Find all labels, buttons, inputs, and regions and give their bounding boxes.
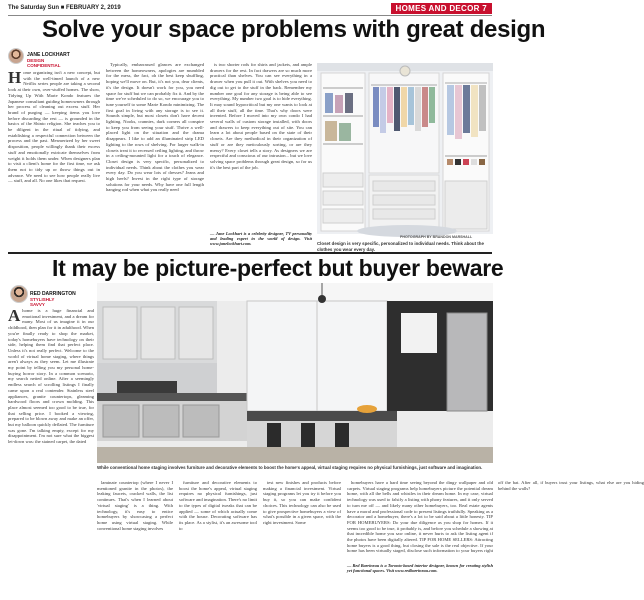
kitchen-illustration — [97, 283, 493, 463]
article2-column-5: homebuyers have a hard time seeing beyond the dingy wallpaper and old carpets. Virtual staging programs help homebuyers picture the potential dream home, with all the bells and whistles in their dream home. In my case, virtual technology was used to falsify a listing with phony features, and it only served to turn me off — and likely many other homebuyers, too. Real estate agents have a moral and professional code to present listings truthfully. Speaking as a decorator and a homebuyer, there's a lot to be said about a little honesty. TIP FOR HOMEBUYERS: Do your due diligence as you shop for homes. If it seems too good to be true, it probably is, and before you schedule a showing at that incredible home you saw online, it never hurts to ask the listing agent if the photos have been digitally altered. TIP FOR HOME SELLERS: Attracting home buyers is a good thing, but closing the sale is the real objective. If your home has been virtually staged, disclose such information to your buyers right off the bat. After all, if buyers trust your listings, what else are you hiding behind the walls? — [347, 480, 644, 554]
column-title: STYLISHLY SAVVY — [30, 297, 55, 307]
section-divider — [8, 252, 492, 254]
dropcap: H — [8, 68, 22, 87]
article1-column-1: Home organizing isn't a new concept, but with the well-timed launch of a new Netflix series people are taking a second look at their own, over-stuffed homes. The show, Tidying Up With Marie Kondo features the Japanese consultant guiding homeowners through her process of cleaning out excess stuff. Her brand of purging — keeping items you love before discarding the rest — is grounded in the basics of the Shinto religion. She teaches you to be diligent in the ritual of tidying, and establishing a respectful connection between the process and the past. Mesmerized by her sweet disposition, people willingly thank their excess stuff and emotionally extricate themselves from weight it holds them under. When designers plan to visit a client's home for the first time, we ask them not to tidy up or throw things out in advance. We need to see how people really live — stuff, and all. No one likes that request. — [8, 68, 100, 184]
article1-headline: Solve your space problems with great design — [42, 16, 546, 43]
article1-byline — [27, 52, 70, 68]
article2-column-1: Ahome is a huge financial and emotional investment, and a dream for many. Most of us imagine it in our childhood, then plan for it in adulthood. When you're finally ready to shop the market, today's homebuyers have technology on their side, helping them find that perfect place. Unless it's not really perfect. Welcome to the world of virtual home staging, where things aren't always as they seem. Let me illustrate my point by telling you my personal home-buying horror story. In a common scenario, my search netted online. After a seemingly endless search of scrolling listings I finally came upon a real contender. Stainless steel appliances, granite countertops, gleaming hardwood floors and crown molding. This place almost seemed too good to be true, for that selling price. I booked a viewing, prepared to be blown away and make an offer, but my balloon quickly deflated. The furniture was gone. I'm talking empty, except for my disappointment. I'm not sure what the biggest let-down was: the stained carpet, the dated — [8, 306, 94, 445]
author-avatar — [8, 48, 24, 64]
section-tag: HOMES AND DECOR 7 — [391, 3, 493, 14]
date-line: The Saturday Sun ■ FEBRUARY 2, 2019 — [8, 5, 121, 11]
closet-photo — [317, 63, 493, 234]
article1-column-2: Typically, embarrassed glances are exchanged between the homeowners, apologies are mumbled for the mess, the fact, oh the best keep shuffling, hoping we'll move on. But, it's not you, dear clients, it's the design. It doesn't work for you, you need space for stuff but we can probably fix it. And by the time we've scheduled to do so, we encourage you to tune yourself to some Marie Kondo minimizing. The first goal in living with any storage is to see it. Sounds simple, but most closets don't have decent lighting. Nooks, crannies, dark corners all conspire to keep you from seeing your stuff. Thrive a well-placed light on the situation and the drama disappears. I like to add an illuminated strip LED lighting to the rows of shelving. For larger walk-in closets treat it to recessed ceiling lighting, and throw in a ceiling-mounted light for a touch of elegance. Closet design is very specific, personalized to individual needs. Think about the clothes you wear every day. Do you wear lots of dresses? Jeans and high heels? Invest in the right type of storage solutions for your needs. Why have one full length hanging rod when what you really need — [106, 62, 204, 193]
article1-column-3: is two shorter rods for shirts and jackets, and ample drawers for the rest. In fact drawers are so much more practical than shelves. You can see everything in a drawer when you pull it out. With shelves you need to dig out to get to the stuff in the back. Remember my number one goal for any storage is being able to see everything. My number two goal is to hide everything. It may sound hypocritical but my one wants to look at all their stuff, all the time. That's why doors were invented. Before I moved into my own condo I had several walls of custom storage installed, with doors and drawers to keep everything out of site. You can learn a lot about people based on the state of their closets. Are they methodical in their organization of stuff or are they meticulously sorting, or are they messy? Every closet tells a story. As designers we are respectful and conscious of our intrusion... but we love solving space problems through great design, so for us it's the best part of the job. — [210, 62, 312, 170]
masthead — [8, 3, 492, 15]
author-name: RED DARRINGTON — [30, 291, 76, 297]
article2-column-2: laminate countertop (where I never I mentioned granite in the photos), the leaking faucets, cracked walls, the list continues. That's when I learned about 'virtual staging' is a thing. With technology, it's easy to entice homebuyers by showcasing a perfect home using virtual staging. While conventional home staging involves — [97, 480, 173, 531]
article2-column-4: test new finishes and products before making a financial investment. Virtual staging programs let you try it before you buy it, so you can make confident choices. This technology can also be used to give prospective homebuyers a view of what's possible in a given space, with the right investment. Some — [263, 480, 341, 525]
closet-caption: Closet design is very specific, personalized to individual needs. Think about the clothes you wear every day. — [317, 241, 484, 252]
dropcap: A — [8, 306, 21, 325]
kitchen-caption: While conventional home staging involves furniture and decorative elements to boost the home's appeal, virtual staging requires no physical furnishings, just software and imagination. — [97, 465, 483, 470]
author-name: JANE LOCKHART — [27, 52, 70, 58]
article2-signature: — Red Barrineau is a Toronto-based interior designer, known for creating stylish yet functional spaces. Visit www.redbarrineau.com. — [347, 563, 493, 573]
closet-illustration — [317, 63, 493, 234]
author-avatar — [10, 285, 28, 303]
article2-byline — [30, 291, 76, 307]
article2-headline: It may be picture-perfect but buyer beware — [52, 255, 504, 281]
page-number: 7 — [482, 4, 487, 13]
photo-credit: PHOTOGRAPH BY BRANDON MARSHALL — [400, 235, 473, 239]
article2-column-3: furniture and decorative elements to boost the home's appeal, virtual staging requires no physical furnishings, just software and imagination. There's no limit to the types of digital tweaks that can be applied — some of which actually come with the house. Decorating software has its place. As a stylist, it's an awesome tool to — [179, 480, 257, 531]
article1-signature: — Jane Lockhart is a celebrity designer, TV personality and leading expert in the world of design. Visit www.janelockhart.com. — [210, 231, 312, 246]
column-title: DESIGN CONFIDENTIAL — [27, 58, 61, 68]
kitchen-photo — [97, 283, 493, 463]
